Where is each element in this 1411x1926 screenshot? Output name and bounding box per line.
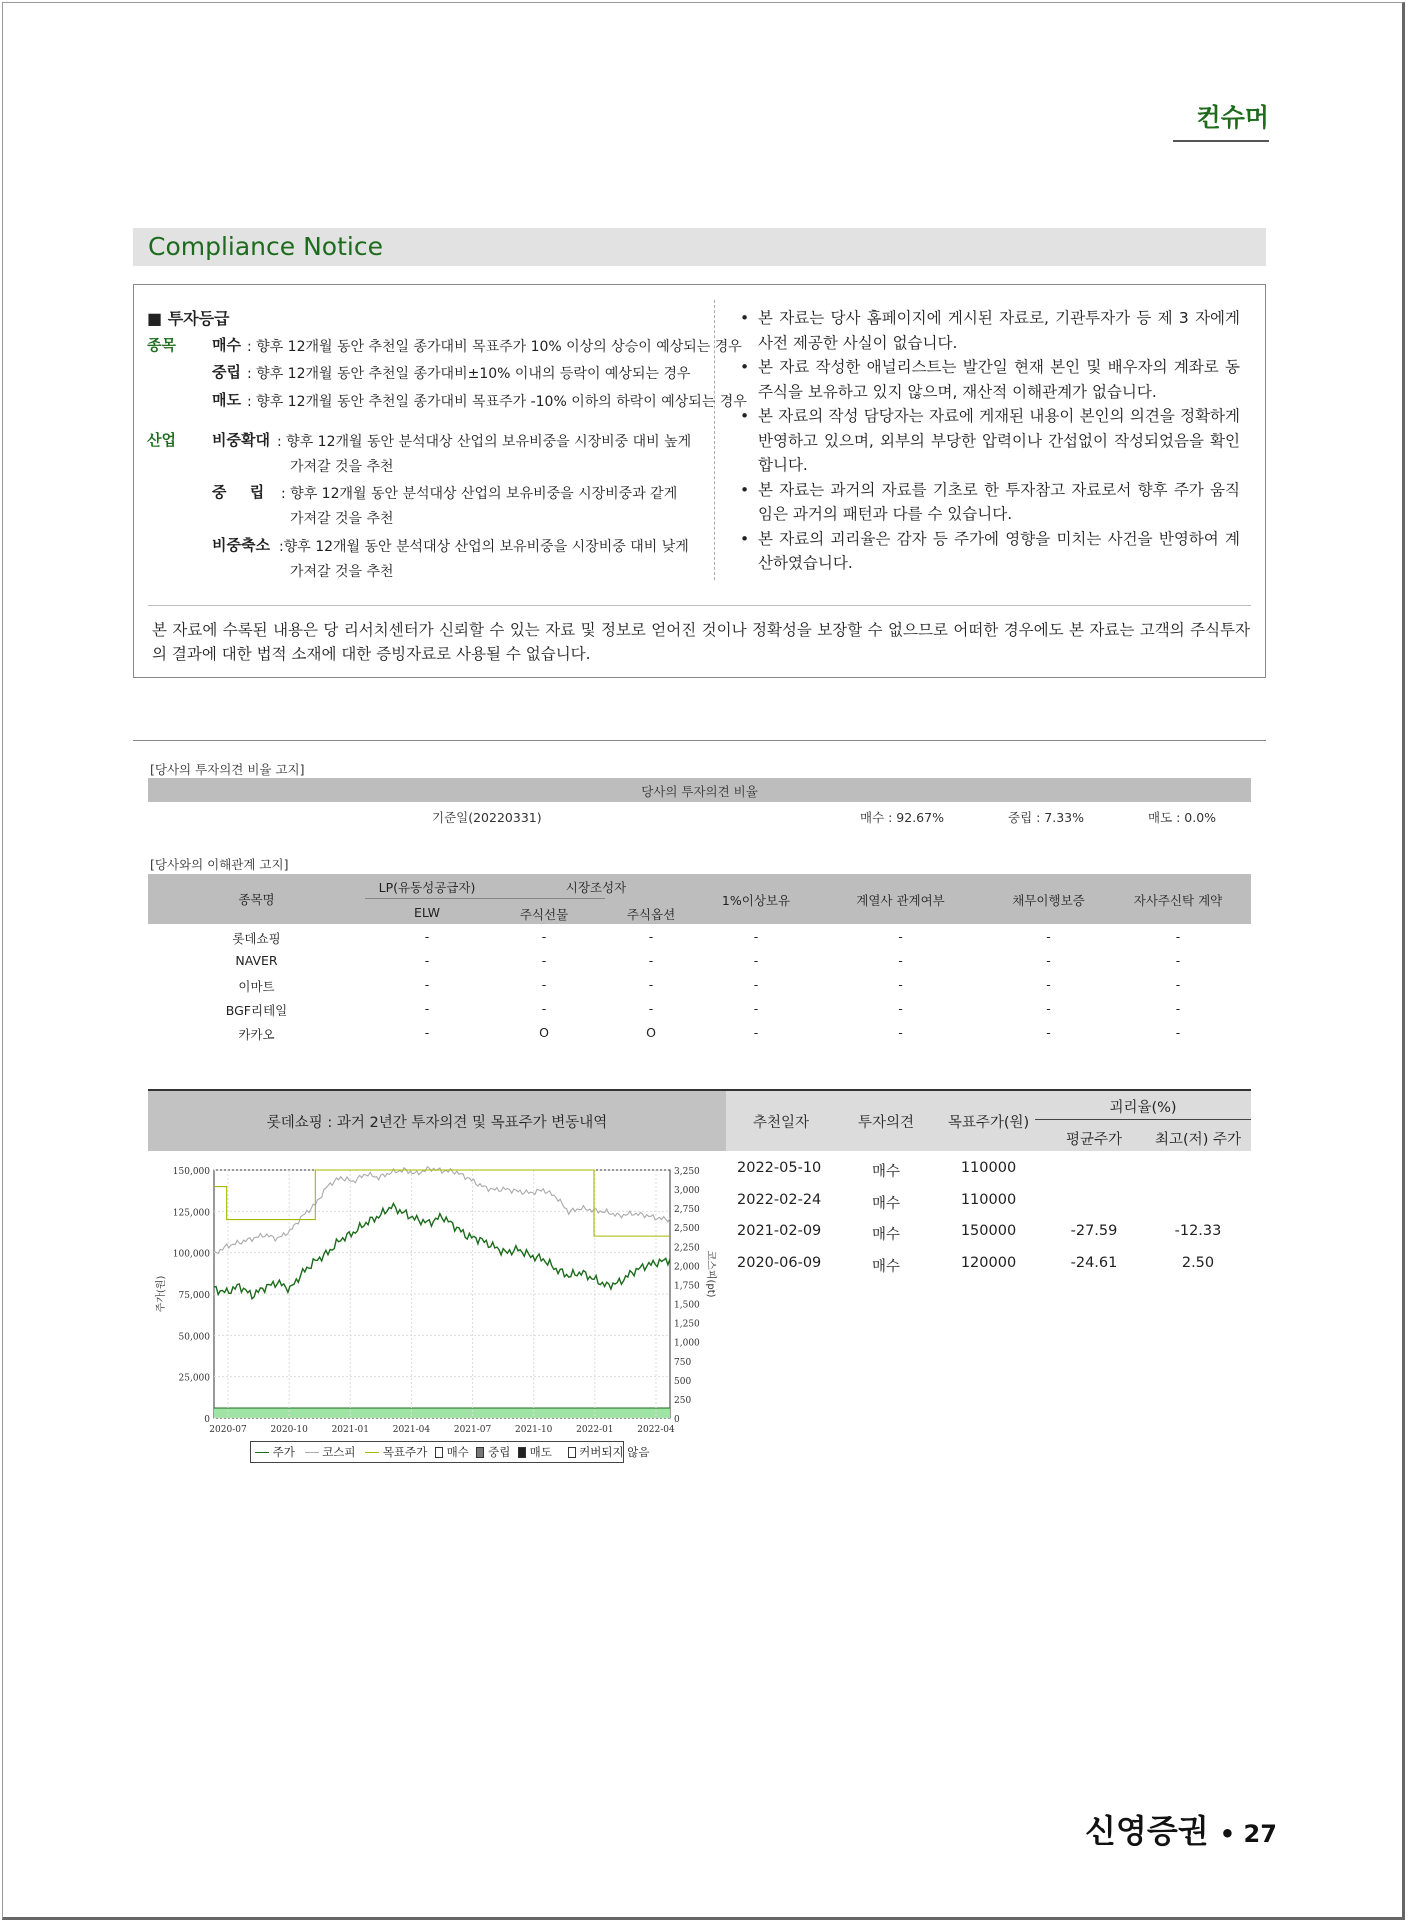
- interest-cell: O: [646, 1025, 656, 1040]
- interest-row-name: 이마트: [238, 979, 275, 994]
- industry-neutral-desc: : 향후 12개월 동안 분석대상 산업의 보유비중을 시장비중과 같게: [281, 486, 678, 502]
- col-trust: 자사주신탁 계약: [1133, 893, 1223, 908]
- x-tick-label: 2021-04: [392, 1425, 431, 1435]
- y2-tick-label: 2,500: [674, 1224, 700, 1235]
- y2-tick-label: 3,250: [674, 1167, 700, 1177]
- bullet-item: • 본 자료 작성한 애널리스트는 발간일 현재 본인 및 배우자의 계좌로 동 주식을 보유하고 있지 않으며, 재산적 이해관계가 없습니다.: [740, 355, 1240, 404]
- y2-tick-label: 2,000: [674, 1262, 700, 1273]
- col-name: 종목명: [238, 892, 275, 907]
- legend-price-swatch: [255, 1452, 269, 1453]
- history-cell-date: 2022-05-10: [737, 1160, 822, 1176]
- history-cell-opinion: 매수: [871, 1164, 900, 1180]
- y2-tick-label: 3,000: [674, 1186, 700, 1197]
- y-tick-label: 50,000: [178, 1332, 210, 1343]
- interest-cell: -: [753, 977, 759, 992]
- y2-tick-label: 1,250: [674, 1319, 700, 1330]
- footer-brand: [1085, 1806, 1277, 1852]
- box-divider: [148, 605, 1251, 606]
- col-elw: ELW: [413, 905, 441, 920]
- interest-cell: -: [1046, 953, 1051, 968]
- y-tick-label: 125,000: [172, 1208, 210, 1219]
- rating-heading: ■ 투자등급: [147, 309, 230, 328]
- legend-price: 주가: [272, 1445, 295, 1459]
- notice-title: Compliance Notice: [148, 232, 383, 261]
- interest-cell: -: [898, 977, 903, 992]
- bullet-item: • 본 자료의 괴리율은 감자 등 주가에 영향을 미치는 사건을 반영하여 계산하였습니다.: [740, 527, 1240, 576]
- ratio-header: 당사의 투자의견 비율: [641, 784, 758, 799]
- interest-cell: -: [898, 1001, 903, 1016]
- interest-cell: -: [1046, 1025, 1051, 1040]
- interest-cell: -: [541, 977, 547, 992]
- hist-col-opinion: 투자의견: [857, 1115, 915, 1131]
- industry-neutral-term: 중 립: [212, 483, 265, 501]
- legend-target: 목표주가: [382, 1445, 428, 1459]
- legend-uncovered: 커버되지 않음: [579, 1445, 650, 1459]
- section-underline: [1173, 140, 1269, 142]
- x-tick-label: 2021-01: [331, 1425, 369, 1435]
- interest-cell: -: [1175, 1001, 1181, 1016]
- interest-row-name: NAVER: [235, 953, 278, 968]
- history-cell-opinion: 매수: [871, 1258, 900, 1275]
- history-cell-hilo: 2.50: [1181, 1254, 1215, 1271]
- ratio-hold: 중립 : 7.33%: [1008, 810, 1085, 825]
- legend-buy-swatch: [435, 1447, 443, 1458]
- interest-cell: -: [424, 1001, 430, 1016]
- x-tick-label: 2022-04: [637, 1425, 675, 1435]
- industry-neutral-cont: 가져갈 것을 추천: [290, 511, 394, 527]
- interest-cell: -: [541, 1001, 547, 1016]
- legend-target-swatch: [365, 1452, 379, 1453]
- interest-cell: -: [648, 929, 654, 944]
- interest-cell: -: [1046, 929, 1051, 944]
- interest-cell: -: [1175, 977, 1181, 992]
- history-header-subline: [1035, 1119, 1251, 1120]
- bullet-item: • 본 자료는 과거의 자료를 기초로 한 투자참고 자료로서 향후 주가 움직임은 과거의 패턴과 다를 수 있습니다.: [740, 478, 1240, 527]
- hist-col-date: 추천일자: [752, 1115, 810, 1131]
- x-tick-label: 2021-10: [515, 1425, 553, 1435]
- col-mm: 시장조성자: [565, 880, 627, 895]
- y-tick-label: 75,000: [178, 1291, 210, 1301]
- history-cell-target: 120000: [960, 1254, 1017, 1271]
- bullet-list: [740, 306, 1240, 576]
- history-cell-hilo: -12.33: [1174, 1223, 1222, 1239]
- y2-tick-label: 2,750: [674, 1205, 700, 1216]
- history-cell-avg: -27.59: [1070, 1223, 1118, 1239]
- interest-cell: -: [1175, 1025, 1181, 1040]
- hist-col-target: 목표주가(원): [947, 1115, 1030, 1131]
- interest-cell: O: [539, 1025, 549, 1040]
- interest-cell: -: [541, 953, 547, 968]
- ratio-sell: 매도 : 0.0%: [1148, 810, 1217, 825]
- stock-buy-desc: : 향후 12개월 동안 추천일 종가대비 목표주가 10% 이상의 상승이 예상되는 경우: [247, 339, 742, 355]
- y-tick-label: 150,000: [172, 1167, 210, 1177]
- y2-tick-label: 500: [674, 1376, 692, 1387]
- interest-cell: -: [648, 1001, 654, 1016]
- y2-tick-label: 0: [674, 1415, 680, 1425]
- y-tick-label: 0: [204, 1415, 210, 1425]
- y2-tick-label: 750: [674, 1357, 692, 1368]
- interest-cell: -: [648, 953, 654, 968]
- interest-cell: -: [753, 1025, 759, 1040]
- industry-underweight-term: 비중축소: [212, 536, 270, 554]
- interest-cell: -: [1046, 977, 1051, 992]
- col-options: 주식옵션: [626, 907, 676, 922]
- interest-cell: -: [1175, 953, 1181, 968]
- page-number: • 27: [1219, 1820, 1277, 1848]
- interest-row-name: 롯데쇼핑: [232, 931, 281, 946]
- interest-row-name: BGF리테일: [225, 1003, 288, 1018]
- y2-tick-label: 1,000: [674, 1338, 700, 1349]
- legend-hold-swatch: [476, 1447, 484, 1458]
- stock-sell-term: 매도: [212, 391, 241, 409]
- interest-cell: -: [648, 977, 654, 992]
- y-tick-label: 100,000: [172, 1249, 210, 1260]
- interest-cell: -: [424, 977, 430, 992]
- coverage-band: [214, 1408, 670, 1418]
- legend-uncovered-swatch: [568, 1447, 576, 1458]
- stock-buy-term: 매수: [212, 336, 241, 354]
- chart-title: 롯데쇼핑 : 과거 2년간 투자의견 및 목표주가 변동내역: [266, 1115, 608, 1131]
- legend-hold: 중립: [488, 1445, 511, 1459]
- hist-col-hilo: 최고(저) 주가: [1155, 1132, 1241, 1148]
- brand-name: 신영증권: [1085, 1812, 1209, 1850]
- legend-sell: 매도: [529, 1445, 552, 1459]
- interest-cell: -: [424, 1025, 430, 1040]
- hist-col-gap: 괴리율(%): [1109, 1100, 1177, 1116]
- interest-cell: -: [424, 929, 430, 944]
- legend-sell-swatch: [518, 1447, 526, 1458]
- y2-axis-label: 코스피(pt): [705, 1250, 716, 1298]
- industry-overweight-term: 비중확대: [212, 431, 270, 449]
- section-separator: [133, 740, 1266, 741]
- y-tick-label: 25,000: [178, 1373, 210, 1384]
- y2-tick-label: 1,750: [674, 1281, 700, 1292]
- interest-cell: -: [1175, 929, 1181, 944]
- legend-kospi: 코스피: [322, 1445, 356, 1459]
- stock-hold-desc: : 향후 12개월 동안 추천일 종가대비±10% 이내의 등락이 예상되는 경우: [247, 366, 691, 382]
- industry-label: 산업: [147, 431, 176, 449]
- history-cell-date: 2021-02-09: [737, 1223, 822, 1239]
- y2-tick-label: 1,500: [674, 1300, 700, 1311]
- section-title: 컨슈머: [1196, 103, 1269, 132]
- bullet-item: • 본 자료는 당사 홈페이지에 게시된 자료로, 기관투자가 등 제 3 자에게 사전 제공한 사실이 없습니다.: [740, 306, 1240, 355]
- history-cell-target: 110000: [960, 1160, 1017, 1176]
- ratio-section-label: [당사의 투자의견 비율 고지]: [150, 762, 305, 777]
- interest-cell: -: [898, 953, 903, 968]
- col-affiliate: 계열사 관계여부: [856, 893, 945, 908]
- history-cell-opinion: 매수: [871, 1195, 900, 1212]
- stock-sell-desc: : 향후 12개월 동안 추천일 종가대비 목표주가 -10% 이하의 하락이 예상되는 경우: [247, 394, 747, 410]
- x-tick-label: 2021-07: [453, 1425, 492, 1435]
- interest-cell: -: [898, 929, 903, 944]
- industry-overweight-desc: : 향후 12개월 동안 분석대상 산업의 보유비중을 시장비중 대비 높게: [277, 434, 692, 450]
- interest-cell: -: [753, 953, 759, 968]
- history-cell-date: 2020-06-09: [737, 1254, 822, 1271]
- y-axis-label: 주가(원): [156, 1275, 167, 1313]
- interest-cell: -: [753, 929, 759, 944]
- legend-kospi-swatch: [305, 1452, 319, 1453]
- interest-cell: -: [424, 953, 430, 968]
- legend-buy: 매수: [446, 1445, 469, 1459]
- col-futures: 주식선물: [519, 907, 569, 922]
- col-lp: LP(유동성공급자): [378, 880, 476, 895]
- disclaimer-text: 본 자료에 수록된 내용은 당 리서치센터가 신뢰할 수 있는 자료 및 정보로 얻어진 것이나 정확성을 보장할 수 없으므로 어떠한 경우에도 본 자료는 고객의 주식투자의 결과에 대한 법적 소재에 대한 증빙자료로 사용될 수 없습니다.: [152, 621, 1250, 663]
- col-own: 1%이상보유: [721, 893, 791, 908]
- industry-overweight-cont: 가져갈 것을 추천: [290, 459, 394, 475]
- interest-section-label: [당사와의 이해관계 고지]: [150, 857, 289, 872]
- history-cell-date: 2022-02-24: [737, 1191, 822, 1208]
- col-guarantee: 채무이행보증: [1012, 893, 1085, 908]
- y2-tick-label: 2,250: [674, 1243, 700, 1254]
- industry-underweight-desc: :향후 12개월 동안 분석대상 산업의 보유비중을 시장비중 대비 낮게: [279, 539, 689, 555]
- hist-col-avg: 평균주가: [1065, 1132, 1123, 1148]
- history-cell-avg: -24.61: [1070, 1254, 1118, 1271]
- stock-hold-term: 중립: [212, 363, 241, 381]
- price-chart: [140, 1152, 720, 1442]
- ratio-date: 기준일(20220331): [432, 810, 542, 825]
- history-cell-target: 110000: [960, 1191, 1017, 1208]
- chart-legend: [250, 1441, 650, 1463]
- x-tick-label: 2020-07: [209, 1425, 247, 1435]
- interest-row-name: 카카오: [238, 1027, 275, 1042]
- y2-tick-label: 250: [674, 1395, 692, 1406]
- header-subdivider: [365, 898, 605, 899]
- interest-cell: -: [541, 929, 547, 944]
- history-cell-target: 150000: [960, 1223, 1017, 1239]
- history-cell-opinion: 매수: [871, 1227, 900, 1243]
- industry-underweight-cont: 가져갈 것을 추천: [290, 564, 394, 580]
- bullet-item: • 본 자료의 작성 담당자는 자료에 게재된 내용이 본인의 의견을 정확하게 반영하고 있으며, 외부의 부당한 압력이나 간섭없이 작성되었음을 확인합니다.: [740, 404, 1240, 478]
- x-tick-label: 2022-01: [576, 1425, 614, 1435]
- stock-label: 종목: [147, 336, 176, 354]
- ratio-buy: 매수 : 92.67%: [860, 810, 944, 825]
- interest-cell: -: [1046, 1001, 1051, 1016]
- interest-cell: -: [753, 1001, 759, 1016]
- x-tick-label: 2020-10: [270, 1425, 308, 1435]
- interest-cell: -: [898, 1025, 903, 1040]
